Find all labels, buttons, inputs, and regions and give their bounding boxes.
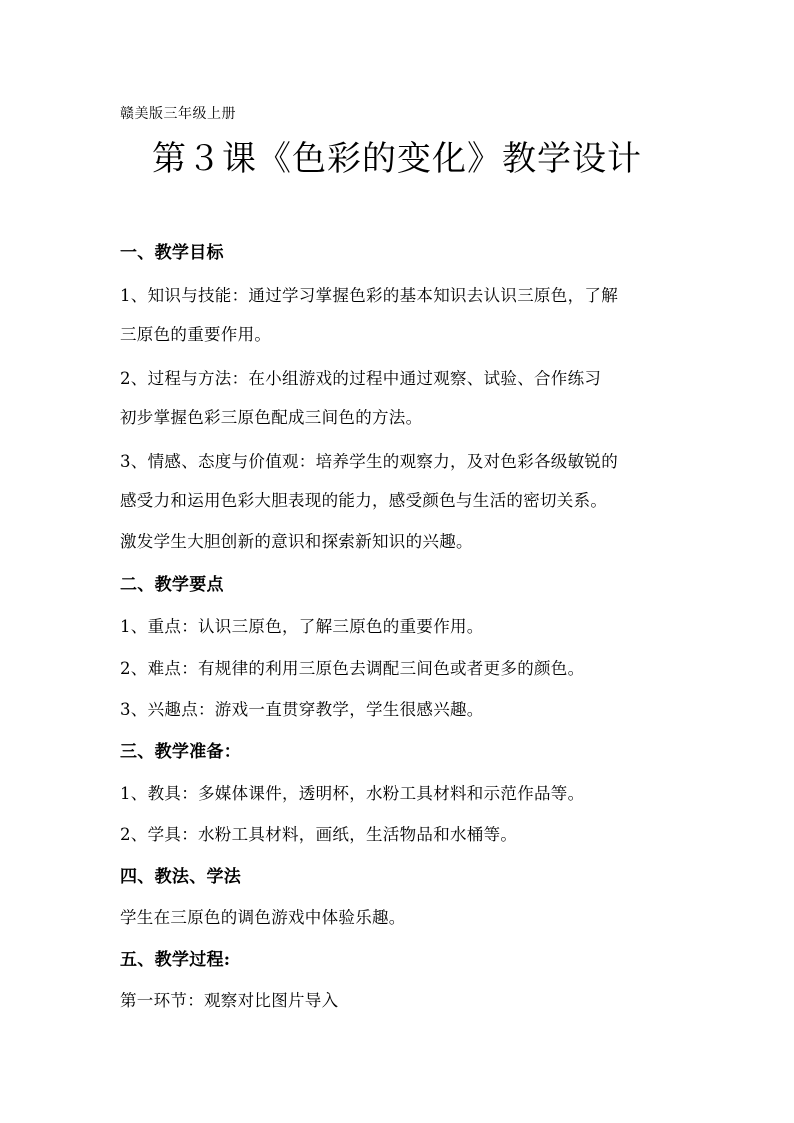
section-heading-process: 五、教学过程: (120, 950, 231, 970)
methods-text: 学生在三原色的调色游戏中体验乐趣。 (120, 908, 406, 927)
key-point-1: 1、重点：认识三原色，了解三原色的重要作用。 (120, 617, 484, 636)
key-point-2: 2、难点：有规律的利用三原色去调配三间色或者更多的颜色。 (120, 659, 585, 678)
objective-3-line-2: 感受力和运用色彩大胆表现的能力，感受颜色与生活的密切关系。 (120, 491, 608, 510)
objective-2-line-2: 初步掌握色彩三原色配成三间色的方法。 (120, 408, 423, 427)
preparation-item-1: 1、教具：多媒体课件，透明杯，水粉工具材料和示范作品等。 (120, 784, 585, 803)
section-heading-methods: 四、教法、学法 (120, 867, 242, 887)
section-heading-objectives: 一、教学目标 (120, 243, 224, 263)
objective-1-line-2: 三原色的重要作用。 (120, 325, 272, 344)
key-point-3: 3、兴趣点：游戏一直贯穿教学，学生很感兴趣。 (120, 700, 484, 719)
process-step-1: 第一环节：观察对比图片导入 (120, 991, 339, 1010)
section-heading-key-points: 二、教学要点 (120, 575, 224, 595)
objective-3-line-3: 激发学生大胆创新的意识和探索新知识的兴趣。 (120, 532, 473, 551)
preparation-item-2: 2、学具：水粉工具材料，画纸，生活物品和水桶等。 (120, 825, 518, 844)
objective-3-line-1: 3、情感、态度与价值观：培养学生的观察力，及对色彩各级敏锐的 (120, 452, 618, 471)
textbook-edition-label: 赣美版三年级上册 (120, 106, 236, 122)
objective-2-line-1: 2、过程与方法：在小组游戏的过程中通过观察、试验、合作练习 (120, 369, 602, 388)
document-title: 第３课《色彩的变化》教学设计 (152, 139, 642, 179)
section-heading-preparation: 三、教学准备： (120, 742, 242, 762)
objective-1-line-1: 1、知识与技能：通过学习掌握色彩的基本知识去认识三原色，了解 (120, 286, 618, 305)
